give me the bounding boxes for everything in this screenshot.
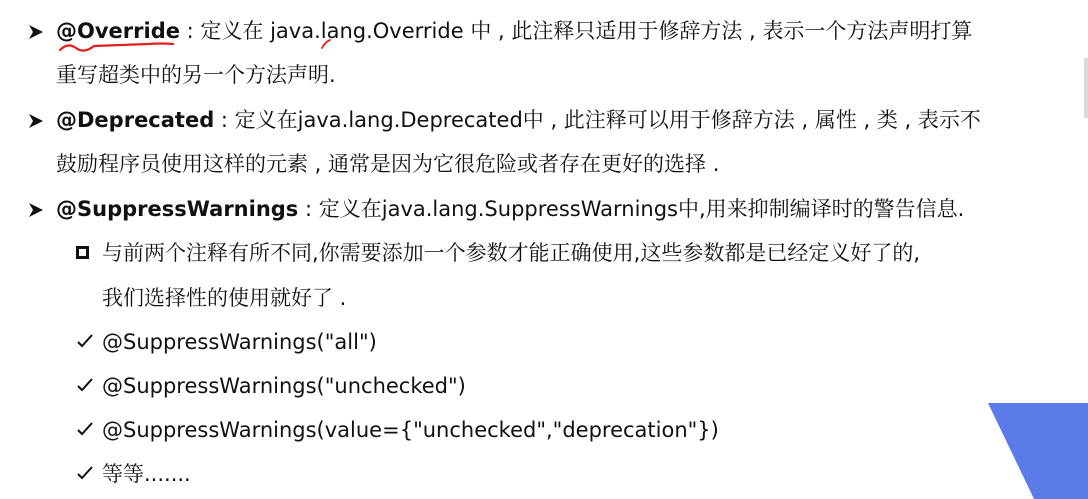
- square-bullet-icon: [76, 246, 89, 259]
- item-override-line2: 重写超类中的另一个方法声明.: [56, 63, 336, 87]
- arrowhead-bullet-icon: [28, 202, 44, 218]
- sub-item-line1: 与前两个注释有所不同,你需要添加一个参数才能正确使用,这些参数都是已经定义好了的,: [102, 241, 921, 265]
- corner-accent-shape: [988, 403, 1088, 499]
- item-deprecated-line2: 鼓励程序员使用这样的元素 , 通常是因为它很危险或者存在更好的选择 .: [56, 152, 720, 176]
- check-item: @SuppressWarnings(value={"unchecked","deprecation"}): [102, 418, 719, 442]
- check-item: @SuppressWarnings("all"): [102, 330, 377, 354]
- item-override-line1: [56, 18, 972, 44]
- checkmark-icon: [76, 333, 94, 349]
- sub-item-line2: 我们选择性的使用就好了 .: [102, 286, 347, 310]
- item-suppress-line1: [56, 196, 964, 222]
- check-item: @SuppressWarnings("unchecked"): [102, 374, 466, 398]
- annotation-suppresswarnings: @SuppressWarnings: [56, 197, 299, 221]
- scrollbar-thumb[interactable]: [1084, 58, 1088, 118]
- item-deprecated-line1: [56, 107, 981, 133]
- checkmark-icon: [76, 465, 94, 481]
- red-tick-mark: [320, 38, 332, 50]
- item-suppress-desc: : 定义在java.lang.SuppressWarnings中,用来抑制编译时的警告信息.: [298, 197, 965, 221]
- item-deprecated-desc: : 定义在java.lang.Deprecated中 , 此注释可以用于修辞方法 , 属性 , 类 , 表示不: [214, 108, 981, 132]
- checkmark-icon: [76, 377, 94, 393]
- check-item: 等等.......: [102, 462, 191, 486]
- checkmark-icon: [76, 421, 94, 437]
- item-override-desc: : 定义在 java.lang.Override 中 , 此注释只适用于修辞方法 , 表示一个方法声明打算: [179, 19, 973, 43]
- red-underline-mark: [58, 40, 178, 54]
- annotation-override: @Override: [56, 19, 180, 43]
- arrowhead-bullet-icon: [28, 113, 44, 129]
- arrowhead-bullet-icon: [28, 24, 44, 40]
- annotation-deprecated: @Deprecated: [56, 108, 215, 132]
